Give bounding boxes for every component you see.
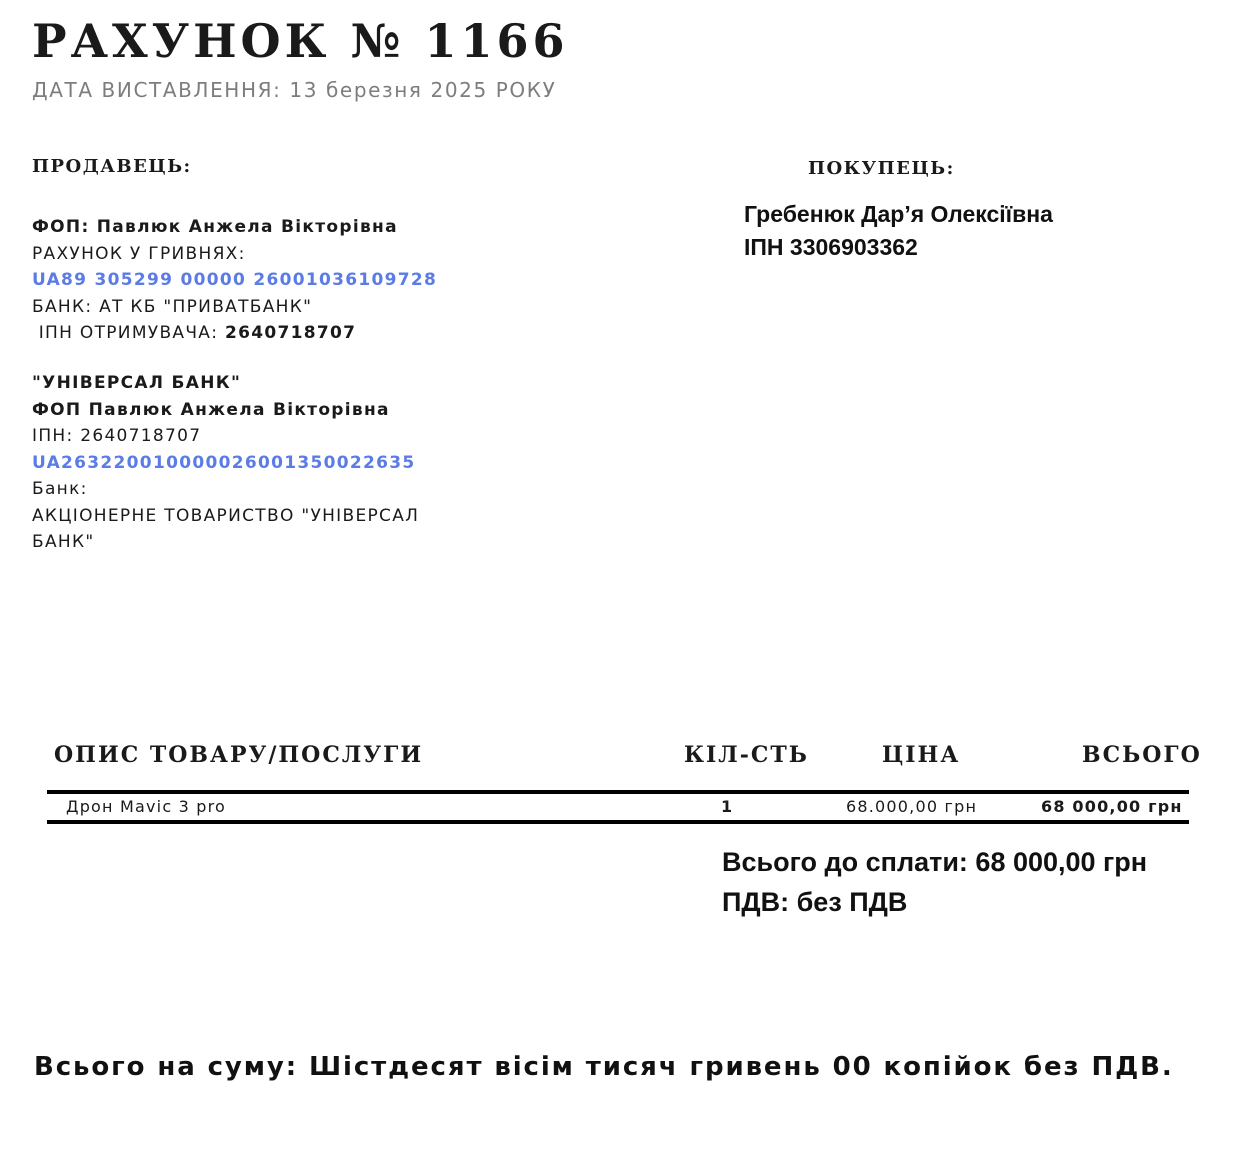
seller-ipn: ІПН: 2640718707 — [32, 426, 202, 446]
column-header-description: ОПИС ТОВАРУ/ПОСЛУГИ — [54, 742, 424, 768]
row-quantity: 1 — [721, 797, 734, 816]
bank-full-name-line2: БАНК" — [32, 532, 95, 552]
recipient-ipn-line — [32, 320, 437, 347]
issue-date: ДАТА ВИСТАВЛЕННЯ: 13 березня 2025 РОКУ — [32, 78, 557, 102]
row-description: Дрон Mavic 3 pro — [66, 797, 227, 816]
universal-bank-name: "УНІВЕРСАЛ БАНК" — [32, 373, 242, 393]
iban-universal[interactable]: UA263220010000026001350022635 — [32, 452, 416, 473]
column-header-price: ЦІНА — [882, 742, 961, 768]
column-header-total: ВСЬОГО — [1082, 742, 1202, 768]
table-bottom-rule — [47, 820, 1189, 824]
column-header-quantity: КІЛ-СТЬ — [684, 742, 809, 768]
sum-in-words: Всього на суму: Шістдесят вісім тисяч гривень 00 копійок без ПДВ. — [34, 1052, 1174, 1082]
iban-privatbank[interactable]: UA89 305299 00000 26001036109728 — [32, 270, 438, 290]
vat-line: ПДВ: без ПДВ — [722, 887, 908, 917]
invoice-title: РАХУНОК № 1166 — [32, 14, 569, 68]
table-top-rule — [47, 790, 1189, 794]
recipient-ipn-value: 2640718707 — [224, 323, 357, 343]
buyer-name: Гребенюк Дар’я Олексіївна — [744, 201, 1053, 227]
row-total: 68 000,00 грн — [1041, 797, 1183, 816]
seller-heading: ПРОДАВЕЦЬ: — [32, 156, 192, 177]
buyer-heading: ПОКУПЕЦЬ: — [808, 158, 955, 179]
recipient-ipn-label: ІПН ОТРИМУВАЧА: — [32, 323, 225, 343]
seller-account-privatbank — [32, 214, 437, 347]
buyer-block — [744, 198, 1053, 264]
row-price: 68.000,00 грн — [846, 797, 978, 816]
buyer-ipn: ІПН 3306903362 — [744, 234, 918, 260]
seller-account-universal — [32, 370, 419, 556]
total-to-pay: Всього до сплати: 68 000,00 грн — [722, 847, 1148, 877]
bank-label: Банк: — [32, 479, 88, 499]
bank-full-name-line1: АКЦІОНЕРНЕ ТОВАРИСТВО "УНІВЕРСАЛ — [32, 505, 420, 526]
bank-privatbank: БАНК: АТ КБ "ПРИВАТБАНК" — [32, 296, 313, 317]
seller-owner: ФОП: Павлюк Анжела Вікторівна — [32, 217, 398, 237]
currency-line: РАХУНОК У ГРИВНЯХ: — [32, 243, 246, 264]
totals-block — [722, 842, 1147, 922]
seller-owner-2: ФОП Павлюк Анжела Вікторівна — [32, 399, 390, 420]
